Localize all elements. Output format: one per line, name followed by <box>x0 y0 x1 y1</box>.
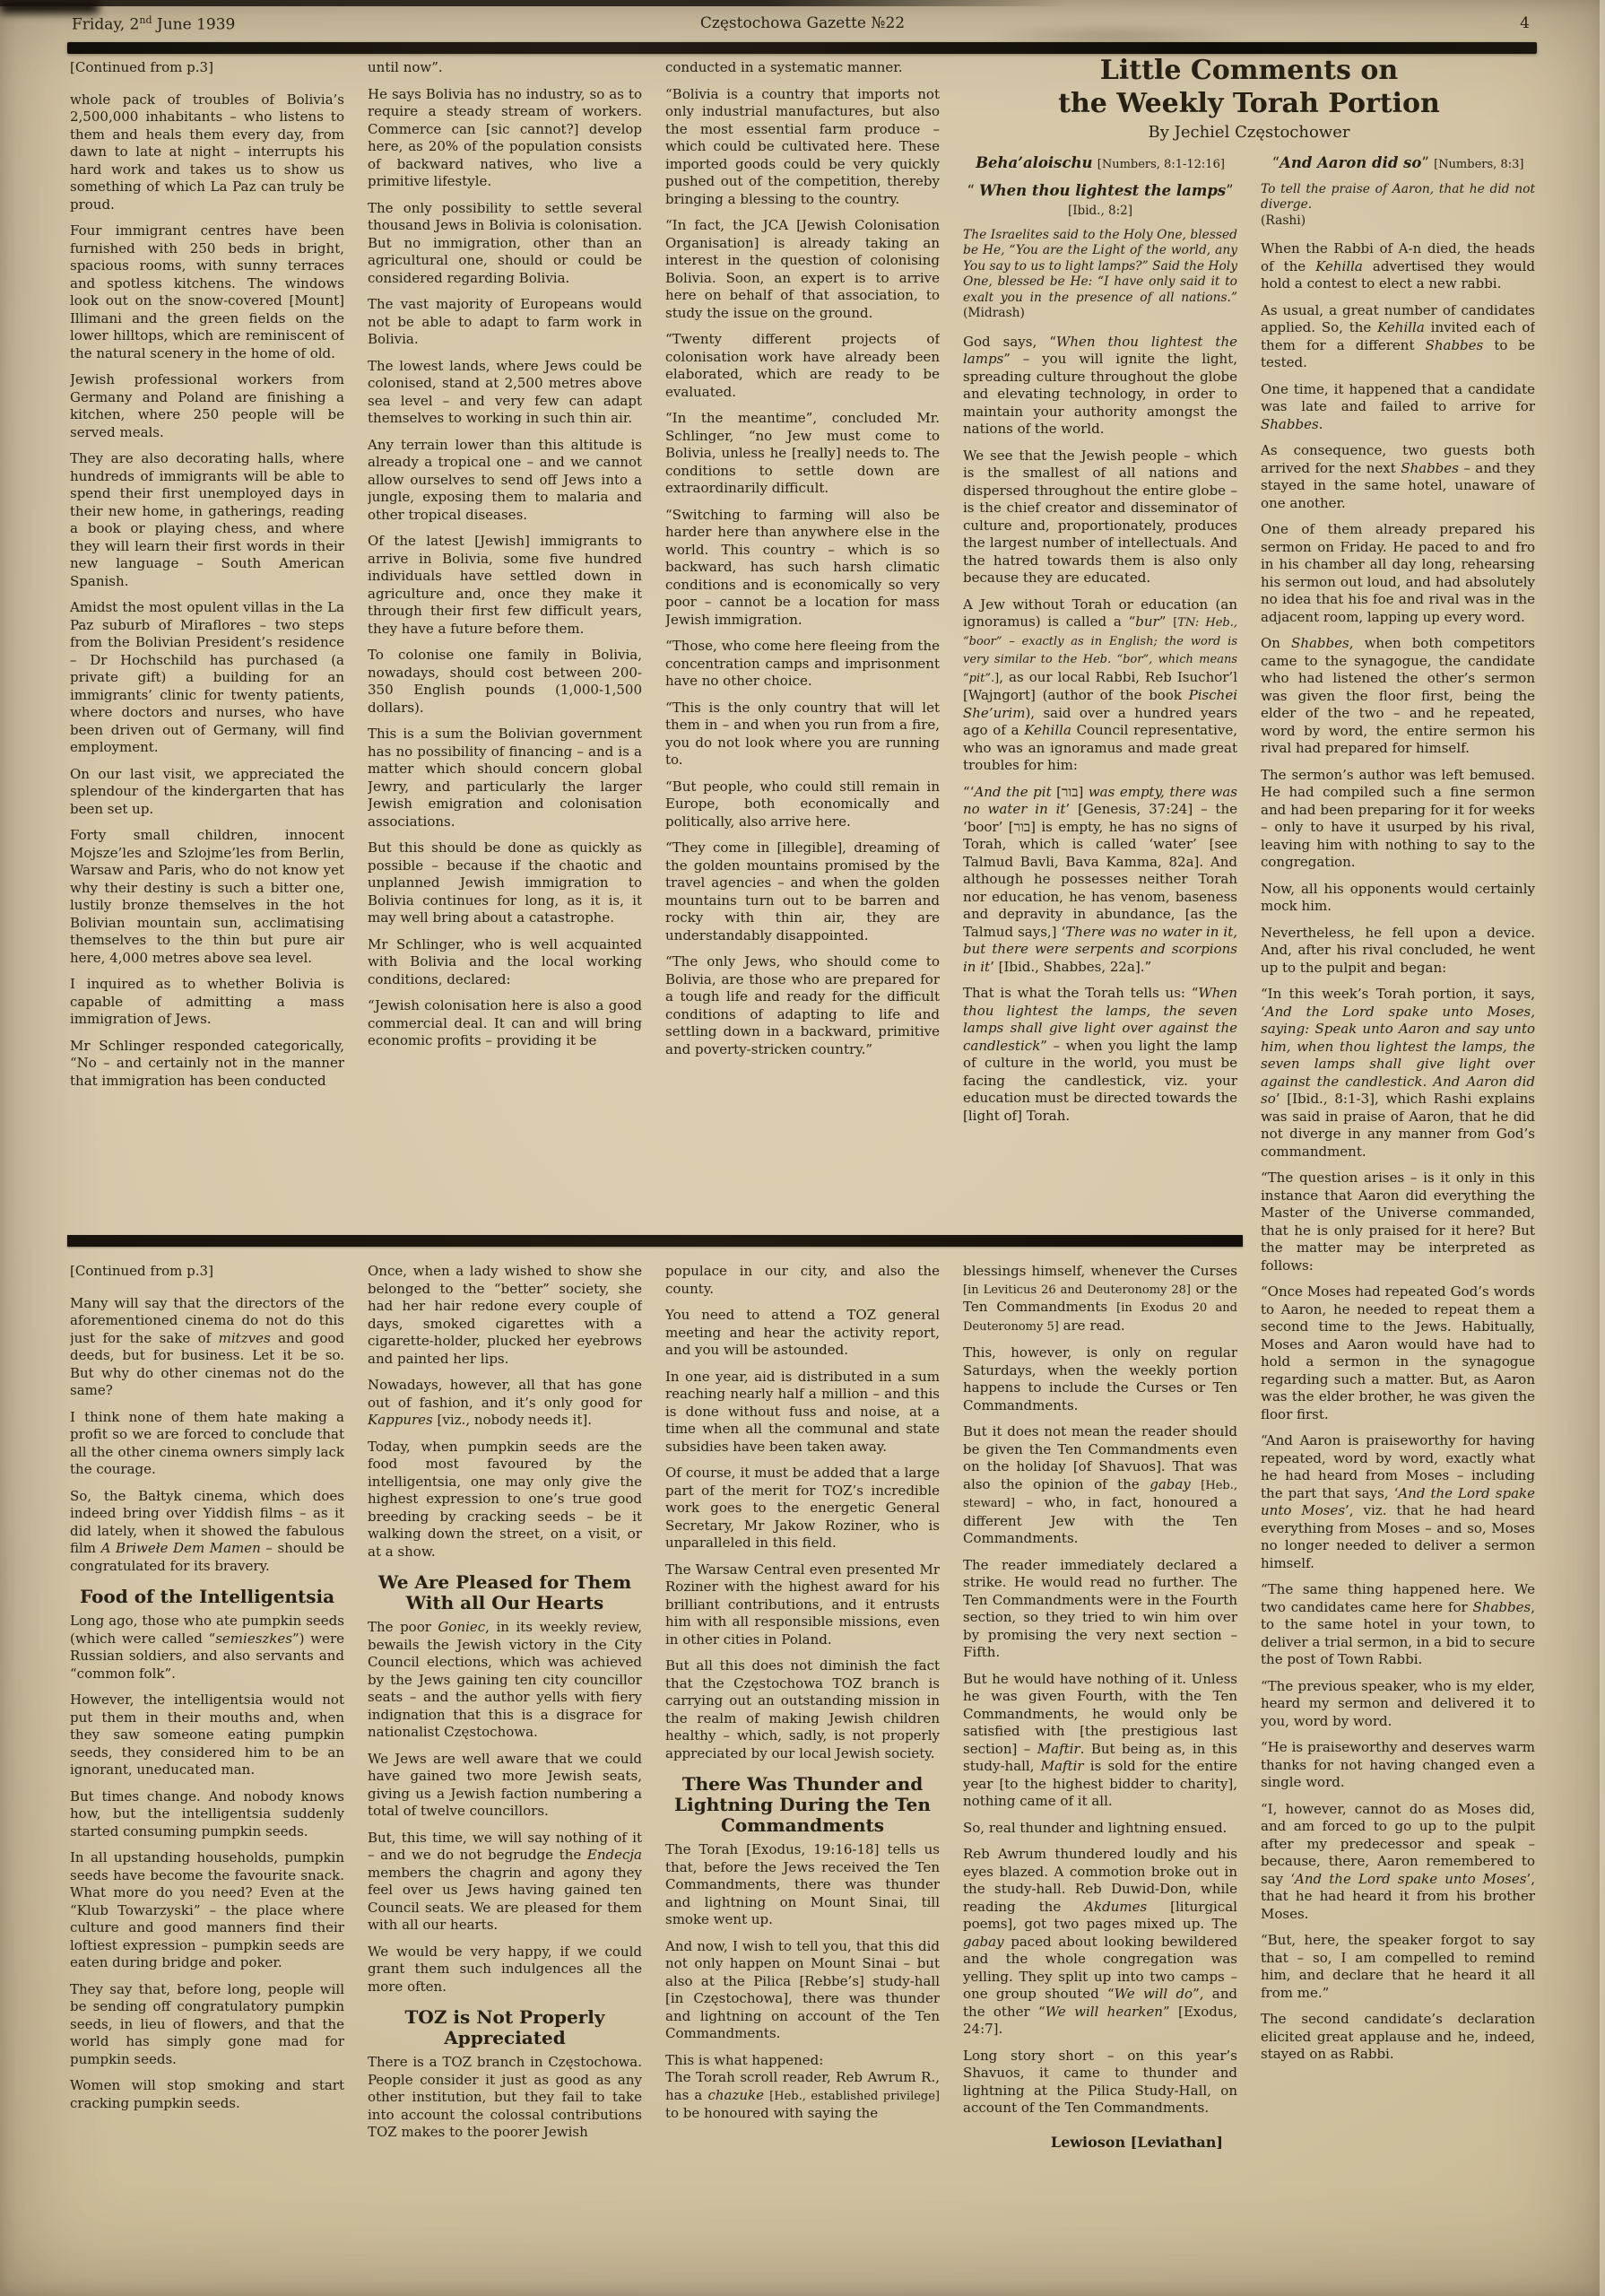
paragraph: To colonise one family in Bolivia, nowadays, should cost between 200-350 English pounds (1,000-1,500 dollars). <box>368 647 642 716</box>
paragraph: “And Aaron is praiseworthy for having repeated, word by word, exactly what he had heard from Moses – including the part that says, ‘And the Lord spake unto Moses’, viz. that he had heard everything from Moses – and so, Moses no longer needed to deliver a sermon himself. <box>1261 1432 1535 1571</box>
paragraph: Four immigrant centres have been furnished with 250 beds in bright, spacious rooms, with sunny terraces and spotless kitchens. The windows look out on the snow-covered [Mount] Illimani and the green fields on the lower hilltops, which are reminiscent of the natural scenery in the home of old. <box>70 222 344 361</box>
paragraph: Long story short – on this year’s Shavuos, it came to thunder and lightning at the Pilica Study-Hall, on account of the Ten Commandments. <box>963 2047 1237 2116</box>
paragraph: You need to attend a TOZ general meeting and hear the activity report, and you will be astounded. <box>665 1307 940 1358</box>
paragraph: However, the intelligentsia would not put them in their mouths and, when they saw someone eating pumpkin seeds, they considered him to be an ignorant, uneducated man. <box>70 1692 344 1778</box>
paragraph: “The only Jews, who should come to Bolivia, are those who are prepared for a tough life and ready for the difficult conditions of adapting to life and settling down in a backward, primitive and poverty-stricken country.” <box>665 953 940 1057</box>
paragraph: This is a sum the Bolivian government has no possibility of financing – and is a matter which should concern global Jewry, and particularly the larger Jewish emigration and colonisation associations. <box>368 726 642 830</box>
column-bolivia-3 <box>665 59 940 1227</box>
paragraph: Amidst the most opulent villas in the La Paz suburb of Miraflores – two steps from the Bolivian President’s residence – Dr Hochschild has purchased (a private gift) a building for an immigrants’ clinic for twenty patients, where doctors and nurses, who have been driven out of Germany, will find employment. <box>70 599 344 755</box>
paragraph: Of course, it must be added that a large part of the merit for TOZ’s incredible work goes to the energetic General Secretary, Mr Jakow Roziner, who is unparalleled in this field. <box>665 1465 940 1551</box>
portion-heading: “And Aaron did so” [Numbers, 8:3] <box>1271 154 1524 171</box>
paragraph: “Those, who come here fleeing from the concentration camps and imprisonment have no other choice. <box>665 638 940 689</box>
paragraph: God says, “When thou lightest the lamps” – you will ignite the light, spreading culture throughout the globe and elevating technology, in order to maintain your authority amongst the nations of the world. <box>963 333 1237 437</box>
paragraph: “I, however, cannot do as Moses did, and am forced to go up to the pulpit after my predecessor and speak – because, there, Aaron remembered to say ‘And the Lord spake unto Moses’, that he had heard it from his brother Moses. <box>1261 1800 1535 1922</box>
paragraph: The reader immediately declared a strike. He would read no further. The Ten Commandments were in the Fourth section, so they tried to win him over by promising the very next section – Fifth. <box>963 1556 1237 1660</box>
paragraph: Many will say that the directors of the aforementioned cinema do not do this just for the sake of mitzves and good deeds, but for business. Let it be so. But why do other cinemas not do the same? <box>70 1294 344 1398</box>
paragraph: So, real thunder and lightning ensued. <box>963 1819 1228 1836</box>
paragraph: “He is praiseworthy and deserves warm thanks for not having changed even a single word. <box>1261 1739 1535 1790</box>
portion-heading: Beha’aloischu [Numbers, 8:1-12:16] <box>976 154 1225 171</box>
paragraph: “The same thing happened here. We two candidates came here for Shabbes, to the same hotel in your town, to deliver a trial sermon, in a bid to secure the post of Town Rabbi. <box>1261 1581 1535 1667</box>
paragraph: “In the meantime”, concluded Mr. Schlinger, “no Jew must come to Bolivia, unless he [really] needs to. The conditions to settle down are extraordinarily difficult. <box>665 410 940 496</box>
paragraph: I inquired as to whether Bolivia is capable of admitting a mass immigration of Jews. <box>70 976 344 1027</box>
paragraph: “‘And the pit [בור] was empty, there was no water in it’ [Genesis, 37:24] – the ‘boor’ [בור] is empty, he has no signs of Torah, which is called ‘water’ [see Talmud Bavli, Bava Kamma, 82a]. And although he possesses neither Torah nor education, he has venom, baseness and depravity in abundance, [as the Talmud says,] ‘There was no water in it, but there were serpents and scorpions in it’ [Ibid., Shabbes, 22a].” <box>963 783 1237 975</box>
paragraph: “They come in [illegible], dreaming of the golden mountains promised by the travel agencies – and when the golden mountains turn out to be barren and rocky with thin air, they are understandably disappointed. <box>665 839 940 944</box>
paragraph: Nowadays, however, all that has gone out of fashion, and it’s only good for Kappures [viz., nobody needs it]. <box>368 1377 642 1428</box>
continued-from-tag: [Continued from p.3] <box>70 59 213 75</box>
article-title-line1: Little Comments on <box>1099 55 1399 86</box>
paragraph: The lowest lands, where Jews could be colonised, stand at 2,500 metres above sea level – and very few can adapt themselves to working in such thin air. <box>368 357 642 426</box>
column-toz-thunder <box>665 1263 940 2290</box>
paragraph: And now, I wish to tell you, that this did not only happen on Mount Sinai – but also at the Pilica [Rebbe’s] study-hall [in Częstochowa], there was thunder and lightning on account of the Ten Commandments. <box>665 1937 940 2041</box>
paragraph: Nevertheless, he fell upon a device. And, after his rival concluded, he went up to the pulpit and began: <box>1261 924 1535 976</box>
column-bolivia-1 <box>70 59 344 1227</box>
article-byline: By Jechiel Częstochower <box>1148 123 1350 142</box>
scripture-quote: The Israelites said to the Holy One, blessed be He, “You are the Light of the world, any You say to us to light lamps?” Said the Holy One, blessed be He: “I have only said it to exalt you in the presence of all nations.” (Midrash) <box>963 227 1237 320</box>
paragraph: Reb Awrum thundered loudly and his eyes blazed. A commotion broke out in the study-hall. Reb Duwid-Don, while reading the Akdumes [liturgical poems], got two pages mixed up. The gabay paced about looking bewildered and the whole congregation was yelling. They split up into two camps – one group shouted “We will do”, and the other “We will hearken” [Exodus, 24:7]. <box>963 1846 1237 2037</box>
paragraph: Mr Schlinger, who is well acquainted with Bolivia and the local working conditions, declared: <box>368 935 642 987</box>
paragraph: On Shabbes, when both competitors came to the synagogue, the candidate who had listened the other’s sermon was given the floor first, being the elder of the two – and he repeated, word by word, the entire sermon his rival had prepared for himself. <box>1261 635 1535 756</box>
paragraph: “In this week’s Torah portion, it says, ‘And the Lord spake unto Moses, saying: Speak unto Aaron and say unto him, when thou lightest the lamps, the seven lamps shall give light over against the candlestick. And Aaron did so’ [Ibid., 8:1-3], which Rashi explains was said in praise of Aaron, that he did not diverge in any manner from God’s commandment. <box>1261 986 1535 1160</box>
scripture-reference: [Ibid., 8:2] <box>1067 204 1133 218</box>
scan-edge-artifact <box>0 0 1067 6</box>
paragraph: “The question arises – is it only in this instance that Aaron did everything the Master of the Universe commanded, that he is only praised for it here? But the matter may be interpreted as follows: <box>1261 1170 1535 1274</box>
paragraph: “But, here, the speaker forgot to say that – so, I am compelled to remind him, and declare that he heard it all from me.” <box>1261 1932 1535 2001</box>
column-cinema <box>70 1263 344 2290</box>
masthead-title: Częstochowa Gazette №22 <box>699 14 906 32</box>
paragraph: This, however, is only on regular Saturdays, when the weekly portion happens to include the Curses or Ten Commandments. <box>963 1344 1237 1413</box>
paragraph: But it does not mean the reader should be given the Ten Commandments even on the holiday [of Shavuos]. That was also the opinion of the gabay [Heb., steward] – who, in fact, honoured a different Jew with the Ten Commandments. <box>963 1423 1237 1546</box>
portion-heading: “ When thou lightest the lamps” <box>967 181 1234 199</box>
paragraph: conducted in a systematic manner. <box>665 59 903 75</box>
paragraph: “This is the only country that will let them in – and when you run from a fire, you do not look where you are running to. <box>665 699 940 768</box>
column-bolivia-2 <box>368 59 642 1227</box>
paragraph: This is what happened: The Torah scroll reader, Reb Awrum R., has a chazuke [Heb., established privilege] to be honoured with saying the <box>665 2051 940 2121</box>
paragraph: The sermon’s author was left bemused. He had compiled such a fine sermon and had been preparing for it for weeks – only to have it usurped by his rival, leaving him with nothing to say to the congregation. <box>1261 766 1535 870</box>
continued-from-tag: [Continued from p.3] <box>70 1263 213 1279</box>
paragraph: That is what the Torah tells us: “When thou lightest the lamps, the seven lamps shall give light over against the candlestick” – when you light the lamp of culture in the world, you must be facing the candlestick, viz. your education must be directed towards the [light of] Torah. <box>963 985 1237 1124</box>
paragraph: “Once Moses had repeated God’s words to Aaron, he needed to repeat them a second time to the Jews. Habitually, Moses and Aaron would have had to hold a sermon in the synagogue regarding such a matter. But, as Aaron was the elder brother, he was given the floor first. <box>1261 1283 1535 1422</box>
scripture-quote: To tell the praise of Aaron, that he did not diverge. (Rashi) <box>1261 181 1535 228</box>
paragraph: In all upstanding households, pumpkin seeds have become the favourite snack. What more do you need? Even at the “Klub Towarzyski” – the place where culture and good manners find their loftiest expression – pumpkin seeds are eaten during bridge and poker. <box>70 1849 344 1970</box>
article-title-line2: the Weekly Torah Portion <box>1058 88 1440 119</box>
paragraph: He says Bolivia has no industry, so as to require a steady stream of workers. Commerce can [sic cannot?] develop here, as 20% of the population consists of backward natives, who live a primitive lifestyle. <box>368 85 642 189</box>
paragraph: “Jewish colonisation here is also a good commercial deal. It can and will bring economic profits – providing it be <box>368 997 642 1048</box>
paragraph: As usual, a great number of candidates applied. So, the Kehilla invited each of them for a different Shabbes to be tested. <box>1261 301 1535 370</box>
paragraph: The only possibility to settle several thousand Jews in Bolivia is colonisation. But no immigration, other than an agricultural one, should or could be considered regarding Bolivia. <box>368 199 642 286</box>
paragraph: until now”. <box>368 59 443 75</box>
paragraph: On our last visit, we appreciated the splendour of the kindergarten that has been set up. <box>70 765 344 817</box>
paragraph: Any terrain lower than this altitude is already a tropical one – and we cannot allow ourselves to send off Jews into a jungle, exposing them to malaria and other tropical diseases. <box>368 436 642 523</box>
paragraph: But he would have nothing of it. Unless he was given Fourth, with the Ten Commandments, he would only be satisfied with [the prestigious last section] – Maftir. But being as, in this study-hall, Maftir is sold for the entire year [to the highest bidder to charity], nothing came of it all. <box>963 1670 1237 1809</box>
paragraph: When the Rabbi of A-n died, the heads of the Kehilla advertised they would hold a contest to elect a new rabbi. <box>1261 240 1535 291</box>
column-thunder-continued <box>963 1263 1237 2290</box>
paragraph: Mr Schlinger responded categorically, “No – and certainly not in the manner that immigration has been conducted <box>70 1037 344 1089</box>
issue-date: Friday, 2nd June 1939 <box>72 14 236 34</box>
paragraph: populace in our city, and also the county. <box>665 1263 940 1297</box>
paragraph: “In fact, the JCA [Jewish Colonisation Organisation] is already taking an interest in the question of colonising Bolivia. Soon, an expert is to arrive here on behalf of that association, to study the issue on the ground. <box>665 217 940 321</box>
paragraph: “But people, who could still remain in Europe, both economically and politically, also arrive here. <box>665 778 940 830</box>
article-subhead: We Are Pleased for Them With all Our Hearts <box>377 1571 632 1613</box>
paragraph: The poor Goniec, in its weekly review, bewails the Jewish victory in the City Council elections, which was achieved by the Jews gaining ten city councillor seats – and the author yells with fiery indignation that this is a disgrace for nationalist Częstochowa. <box>368 1619 642 1740</box>
paragraph: A Jew without Torah or education (an ignoramus) is called a “bur” [TN: Heb., “boor” – exactly as in English; the word is very similar to the Heb. “bor”, which means “pit”.], as our local Rabbi, Reb Isuchor’l [Wajngort] (author of the book Pischei She’urim), said over a hundred years ago of a Kehilla Council representative, who was an ignoramus and made great troubles for him: <box>963 596 1237 773</box>
paragraph: “Twenty different projects of colonisation work have already been elaborated, which are ready to be evaluated. <box>665 331 940 400</box>
paragraph: The Torah [Exodus, 19:16-18] tells us that, before the Jews received the Ten Commandments, there was thunder and lightning on Mount Sinai, till smoke went up. <box>665 1841 940 1927</box>
paragraph: Now, all his opponents would certainly mock him. <box>1261 880 1535 914</box>
paragraph: The vast majority of Europeans would not be able to adapt to farm work in Bolivia. <box>368 296 642 347</box>
scan-corner-artifact <box>0 0 99 13</box>
paragraph: We would be very happy, if we could grant them such indulgences all the more often. <box>368 1943 642 1995</box>
paragraph: But this should be done as quickly as possible – because if the chaotic and unplanned Jewish immigration to Bolivia continues for long, as it is, it may well bring about a catastrophe. <box>368 839 642 926</box>
section-divider-rule <box>67 1235 1243 1247</box>
paragraph: Forty small children, innocent Mojsze’les and Szlojme’les from Berlin, Warsaw and Paris, who do not know yet why their destiny is such a bitter one, lustily bronze themselves in the hot Bolivian mountain sun, acclimatising themselves to the thin but pure air here, 4,000 metres above sea level. <box>70 827 344 966</box>
paragraph: Once, when a lady wished to show she belonged to the “better” society, she had her hair redone every couple of days, smoked cigarettes with a cigarette-holder, plucked her eyebrows and painted her lips. <box>368 1263 642 1367</box>
paragraph: But times change. And nobody knows how, but the intelligentsia suddenly started consuming pumpkin seeds. <box>70 1787 344 1839</box>
paragraph: They say that, before long, people will be sending off congratulatory pumpkin seeds, in lieu of flowers, and that the world has simply gone mad for pumpkin seeds. <box>70 1980 344 2067</box>
article-subhead: Food of the Intelligentsia <box>79 1586 335 1607</box>
paragraph: One time, it happened that a candidate was late and failed to arrive for Shabbes. <box>1261 380 1535 432</box>
paragraph: Long ago, those who ate pumpkin seeds (which were called “semieszkes”) were Russian soldiers, and also servants and “common folk”. <box>70 1613 344 1682</box>
article-subhead: TOZ is Not Properly Appreciated <box>404 2006 605 2048</box>
paragraph: One of them already prepared his sermon on Friday. He paced to and fro in his chamber all day long, rehearsing his sermon out loud, and had absolutely no idea that his foe and rival was in the adjacent room, lapping up every word. <box>1261 521 1535 625</box>
paragraph: “Bolivia is a country that imports not only industrial manufactures, but also the most essential farm produce – which could be cultivated here. These imported goods could be very quickly pushed out of the competition, thereby bringing a blessing to the country. <box>665 85 940 207</box>
paragraph: They are also decorating halls, where hundreds of immigrants will be able to spend their first unemployed days in their new home, in gatherings, reading a book or playing chess, and where they will learn their first words in their new language – South American Spanish. <box>70 450 344 589</box>
paragraph: Women will stop smoking and start cracking pumpkin seeds. <box>70 2077 344 2111</box>
scan-edge-artifact <box>1600 0 1605 2296</box>
paragraph: We see that the Jewish people – which is the smallest of all nations and dispersed throughout the entire globe – is the chief creator and disseminator of culture and, proportionately, produces the largest number of intellectuals. And the hatred towards them is also only because they are educated. <box>963 447 1237 586</box>
paragraph: There is a TOZ branch in Częstochowa. People consider it just as good as any other institution, but they fail to take into account the colossal contributions TOZ makes to the poorer Jewish <box>368 2054 642 2140</box>
paragraph: Jewish professional workers from Germany and Poland are finishing a kitchen, where 250 people will be served meals. <box>70 371 344 440</box>
paragraph: We Jews are well aware that we could have gained two more Jewish seats, giving us a Jewish faction numbering a total of twelve councillors. <box>368 1750 642 1819</box>
paragraph: So, the Bałtyk cinema, which does indeed bring over Yiddish films – as it did lately, when it showed the fabulous film A Briwełe Dem Mamen – should be congratulated for its bravery. <box>70 1487 344 1574</box>
paragraph: As consequence, two guests both arrived for the next Shabbes – and they stayed in the same hotel, unaware of one another. <box>1261 442 1535 511</box>
paragraph: In one year, aid is distributed in a sum reaching nearly half a million – and this is done without fuss and noise, at a time when all the communal and state subsidies have been taken away. <box>665 1368 940 1455</box>
paragraph: whole pack of troubles of Bolivia’s 2,500,000 inhabitants – who listens to them and heals them every day, from dawn to late at night – interrupts his hard work and takes us to show us something of which La Paz can truly be proud. <box>70 91 344 213</box>
paragraph: “The previous speaker, who is my elder, heard my sermon and delivered it to you, word by word. <box>1261 1677 1535 1729</box>
column-pumpkin-council <box>368 1263 642 2290</box>
author-signature: Lewioson [Leviathan] <box>1050 2133 1223 2151</box>
paragraph: I think none of them hate making a profit so we are forced to conclude that all the other cinema owners simply lack the courage. <box>70 1408 344 1477</box>
paragraph: But, this time, we will say nothing of it – and we do not begrudge the Endecja members the chagrin and agony they feel over us Jews having gained ten Council seats. We are pleased for them with all our hearts. <box>368 1829 642 1933</box>
header-rule <box>67 42 1537 54</box>
paragraph: The Warsaw Central even presented Mr Roziner with the highest award for his brilliant contributions, and it entrusts him with all responsible missions, even in other cities in Poland. <box>665 1561 940 1648</box>
paragraph: “Switching to farming will also be harder here than anywhere else in the world. This country – which is so backward, has such harsh climatic conditions and is economically so very poor – cannot be a location for mass Jewish immigration. <box>665 506 940 628</box>
paragraph: The second candidate’s declaration elicited great applause and he, indeed, stayed on as Rabbi. <box>1261 2011 1535 2062</box>
torah-column-left <box>963 151 1237 1214</box>
page-number: 4 <box>1520 14 1530 32</box>
paragraph: Today, when pumpkin seeds are the food most favoured by the intelligentsia, one may only give the highest expression to one’s true good breeding by cracking seeds – be it walking down the street, on a visit, or at a show. <box>368 1438 642 1560</box>
torah-column-right <box>1261 151 1535 2273</box>
paragraph: Of the latest [Jewish] immigrants to arrive in Bolivia, some five hundred individuals have settled down in agriculture and, once they make it through their first few difficult years, they have a future before them. <box>368 533 642 637</box>
paragraph: But all this does not diminish the fact that the Częstochowa TOZ branch is carrying out an outstanding mission in the realm of making Jewish children healthy – which, sadly, is not properly appreciated by our local Jewish society. <box>665 1657 940 1761</box>
paragraph: blessings himself, whenever the Curses [in Leviticus 26 and Deuteronomy 28] or the Ten Commandments [in Exodus 20 and Deuteronomy 5] are read. <box>963 1263 1237 1334</box>
article-subhead: There Was Thunder and Lightning During the Ten Commandments <box>674 1773 931 1836</box>
